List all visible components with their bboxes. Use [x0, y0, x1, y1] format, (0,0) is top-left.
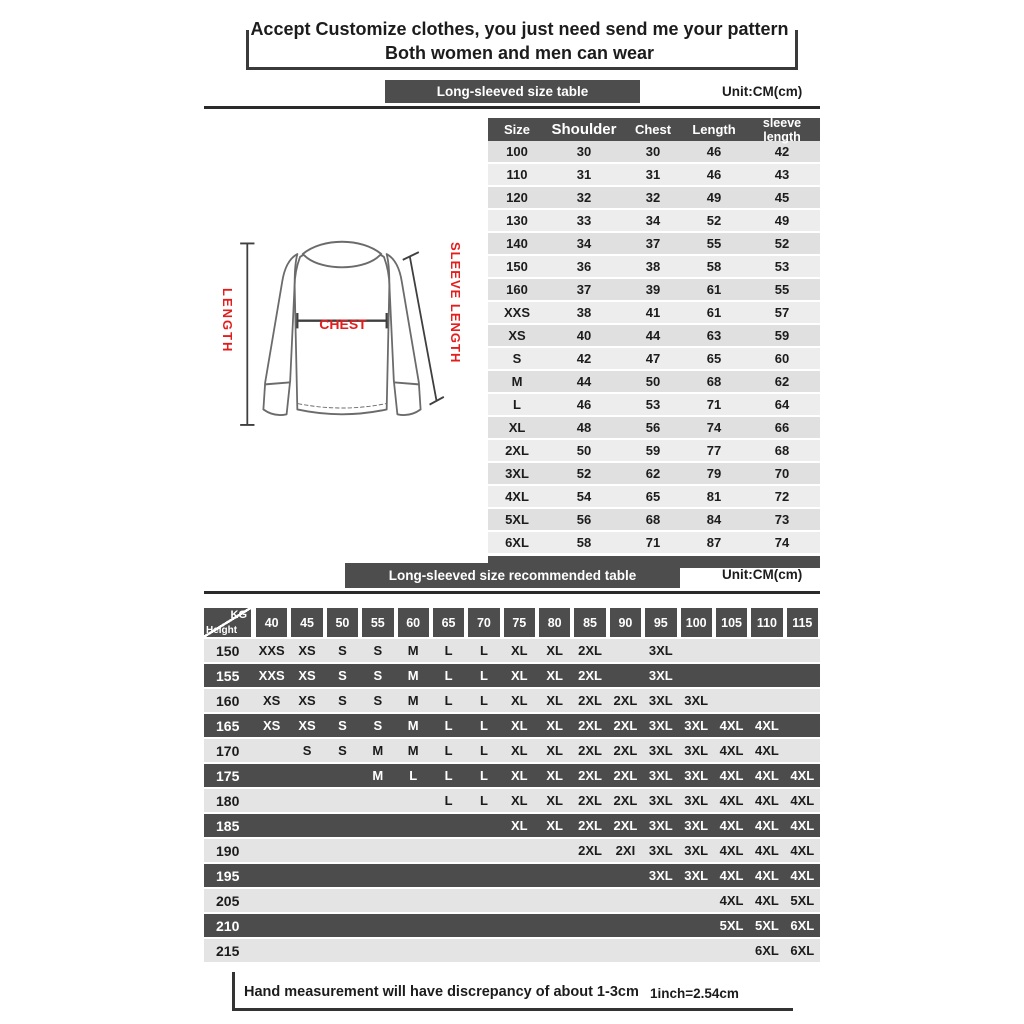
size-table-cell: 68: [645, 512, 661, 527]
size-table-cell: 44: [645, 328, 661, 343]
length-label: LENGTH: [220, 288, 235, 354]
matrix-kg-header: 85: [574, 608, 605, 637]
size-table-cell: 52: [706, 213, 722, 228]
size-table-cell: 50: [645, 374, 661, 389]
size-table-cell: 56: [576, 512, 592, 527]
matrix-size-cell: S: [338, 718, 347, 733]
size-table-cell: 58: [706, 259, 722, 274]
matrix-size-cell: L: [444, 768, 453, 783]
size-table-cell: 55: [706, 236, 722, 251]
size-table-row: [488, 394, 820, 417]
size-table-cell: 62: [774, 374, 790, 389]
size-table-cell: 38: [576, 305, 592, 320]
size-table-cell: 39: [645, 282, 661, 297]
matrix-size-cell: XS: [298, 718, 316, 733]
matrix-size-cell: S: [338, 643, 347, 658]
matrix-kg-header: 105: [716, 608, 747, 637]
matrix-size-cell: 3XL: [684, 818, 709, 833]
matrix-height-label: 190: [216, 842, 240, 859]
size-table-cell: 49: [706, 190, 722, 205]
matrix-row: [204, 639, 820, 662]
size-table-cell: 46: [706, 144, 722, 159]
size-table-cell: L: [513, 397, 521, 412]
matrix-size-cell: 3XL: [684, 743, 709, 758]
matrix-height-label: 215: [216, 942, 240, 959]
size-table-row: [488, 233, 820, 256]
size-table-col-sleeve-length: sleeve length: [762, 115, 802, 144]
matrix-kg-header: 65: [433, 608, 464, 637]
matrix-size-cell: S: [373, 718, 383, 733]
matrix-size-cell: XL: [511, 643, 528, 658]
matrix-size-cell: S: [373, 668, 383, 683]
size-table-cell: 33: [576, 213, 592, 228]
size-table-cell: 72: [774, 489, 790, 504]
matrix-height-label: 195: [216, 867, 240, 884]
matrix-row: [204, 764, 820, 787]
matrix-size-cell: S: [373, 693, 383, 708]
size-table-row: [488, 164, 820, 187]
size-table-cell: 34: [576, 236, 592, 251]
matrix-size-cell: 4XL: [790, 768, 815, 783]
size-table-cell: 42: [576, 351, 592, 366]
size-table-row: [488, 210, 820, 233]
matrix-size-cell: 2XL: [613, 693, 638, 708]
matrix-size-cell: 3XL: [648, 843, 673, 858]
matrix-size-cell: XL: [546, 718, 563, 733]
matrix-size-cell: 3XL: [648, 818, 673, 833]
size-table-cell: 56: [645, 420, 661, 435]
size-table-cell: 31: [645, 167, 661, 182]
matrix-kg-header: 95: [645, 608, 676, 637]
matrix-size-cell: 3XL: [684, 718, 709, 733]
size-table-row: [488, 187, 820, 210]
matrix-size-cell: 4XL: [755, 818, 779, 833]
footer-conversion: 1inch=2.54cm: [650, 986, 739, 1001]
matrix-header-row: [204, 608, 820, 637]
matrix-kg-header: 50: [327, 608, 358, 637]
matrix-size-cell: M: [407, 718, 419, 733]
size-table-row: [488, 302, 820, 325]
matrix-size-cell: S: [338, 743, 347, 758]
matrix-size-cell: XL: [546, 668, 563, 683]
matrix-size-cell: 3XL: [684, 693, 709, 708]
matrix-size-cell: XL: [511, 718, 528, 733]
corner-height-label: Height: [206, 625, 238, 636]
size-table-cell: 48: [576, 420, 592, 435]
matrix-size-cell: 3XL: [648, 643, 673, 658]
matrix-size-cell: 5XL: [790, 893, 815, 908]
divider-rule-top: [204, 106, 820, 109]
page-title-line1: Accept Customize clothes, you just need send me your pattern: [250, 19, 789, 39]
matrix-size-cell: 2XL: [578, 793, 602, 808]
shirt-outline-drawing: [208, 228, 476, 450]
matrix-size-cell: 3XL: [684, 793, 709, 808]
matrix-size-cell: 3XL: [648, 743, 673, 758]
matrix-size-cell: 2XL: [613, 718, 638, 733]
size-table-cell: 68: [774, 443, 790, 458]
matrix-size-cell: 4XL: [719, 818, 744, 833]
size-table-cell: XL: [508, 420, 526, 435]
matrix-size-cell: L: [479, 743, 488, 758]
matrix-row: [204, 939, 820, 962]
size-table-cell: 64: [774, 397, 790, 412]
matrix-size-cell: 2XL: [578, 668, 602, 683]
matrix-height-label: 185: [216, 817, 240, 834]
size-table-cell: 71: [706, 397, 722, 412]
matrix-row: [204, 864, 820, 887]
matrix-size-cell: XL: [546, 643, 563, 658]
matrix-size-cell: 6XL: [790, 918, 815, 933]
matrix-size-cell: XL: [511, 793, 528, 808]
matrix-row: [204, 789, 820, 812]
matrix-size-cell: 4XL: [755, 868, 779, 883]
matrix-size-cell: XL: [546, 743, 563, 758]
size-table-unit: Unit:CM(cm): [722, 84, 803, 99]
size-table-cell: 60: [774, 351, 790, 366]
size-table-banner: Long-sleeved size table: [385, 80, 640, 103]
size-table-row: [488, 532, 820, 555]
matrix-corner-cell: [204, 608, 251, 637]
matrix-size-cell: 3XL: [684, 768, 709, 783]
size-table-cell: 74: [706, 420, 722, 435]
matrix-size-cell: 4XL: [755, 893, 779, 908]
size-table-cell: 46: [576, 397, 592, 412]
size-table-row: [488, 348, 820, 371]
chest-label: CHEST: [319, 316, 367, 332]
matrix-size-cell: 2XL: [578, 768, 602, 783]
matrix-size-cell: 4XL: [719, 743, 744, 758]
size-table-cell: 30: [645, 144, 661, 159]
matrix-size-cell: 2XL: [578, 643, 602, 658]
size-table-cell: 42: [774, 144, 790, 159]
size-table-row: [488, 440, 820, 463]
matrix-size-cell: 6XL: [790, 943, 815, 958]
size-table-cell: 65: [645, 489, 661, 504]
matrix-kg-header: 60: [398, 608, 429, 637]
size-table-header-row: [488, 115, 820, 144]
size-table-cell: 52: [774, 236, 790, 251]
size-table-cell: 77: [706, 443, 722, 458]
size-table-cell: 68: [706, 374, 722, 389]
size-table-row: [488, 256, 820, 279]
matrix-size-cell: 3XL: [684, 843, 709, 858]
size-table-cell: S: [512, 351, 522, 366]
matrix-size-cell: XS: [263, 693, 281, 708]
matrix-kg-header: 45: [291, 608, 322, 637]
matrix-row: [204, 914, 820, 937]
size-table-cell: M: [511, 374, 523, 389]
matrix-size-cell: 2XL: [613, 768, 638, 783]
matrix-size-cell: 3XL: [648, 668, 673, 683]
matrix-size-cell: M: [407, 668, 419, 683]
matrix-size-cell: XL: [511, 693, 528, 708]
matrix-size-cell: L: [409, 768, 418, 783]
size-table-row: [488, 417, 820, 440]
matrix-size-cell: 4XL: [790, 793, 815, 808]
size-table-col-chest: Chest: [634, 122, 672, 137]
size-table-cell: 32: [576, 190, 592, 205]
matrix-size-cell: 2XL: [613, 793, 638, 808]
matrix-row: [204, 689, 820, 712]
size-table-cell: 32: [645, 190, 661, 205]
matrix-size-cell: XL: [511, 668, 528, 683]
size-table-cell: 120: [506, 190, 528, 205]
matrix-size-cell: L: [444, 693, 453, 708]
matrix-row: [204, 739, 820, 762]
matrix-size-cell: 4XL: [755, 743, 779, 758]
matrix-kg-header: 110: [751, 608, 782, 637]
size-table-cell: 49: [774, 213, 790, 228]
matrix-size-cell: 4XL: [755, 843, 779, 858]
matrix-size-cell: XL: [546, 793, 563, 808]
matrix-size-cell: M: [407, 643, 419, 658]
size-table-col-shoulder: Shoulder: [551, 121, 617, 138]
matrix-size-cell: 2XL: [578, 743, 602, 758]
matrix-size-cell: 3XL: [648, 793, 673, 808]
matrix-size-cell: S: [373, 643, 383, 658]
matrix-size-cell: L: [479, 718, 488, 733]
matrix-size-cell: 3XL: [648, 693, 673, 708]
size-table-cell: 34: [645, 213, 661, 228]
matrix-height-label: 170: [216, 742, 240, 759]
sleeve-length-label: SLEEVE LENGTH: [448, 242, 463, 364]
matrix-size-cell: XL: [511, 743, 528, 758]
matrix-size-cell: 5XL: [719, 918, 744, 933]
matrix-size-cell: L: [479, 668, 488, 683]
matrix-size-cell: XL: [511, 818, 528, 833]
matrix-size-cell: M: [407, 743, 419, 758]
matrix-size-cell: M: [407, 693, 419, 708]
size-table-cell: 40: [576, 328, 592, 343]
matrix-size-cell: L: [444, 793, 453, 808]
size-table-body: [488, 141, 820, 555]
matrix-size-cell: 2XI: [615, 843, 636, 858]
size-table-cell: 43: [774, 167, 790, 182]
corner-kg-label: KG: [230, 609, 247, 621]
matrix-size-cell: 2XL: [578, 843, 602, 858]
shirt-left-sleeve: [263, 254, 297, 415]
matrix-kg-header: 100: [681, 608, 712, 637]
size-table-cell: 3XL: [505, 466, 529, 481]
size-table-cell: 44: [576, 374, 592, 389]
length-measure-line: [240, 243, 254, 424]
matrix-size-cell: 4XL: [755, 718, 779, 733]
matrix-size-cell: 4XL: [790, 868, 815, 883]
size-table-cell: 37: [576, 282, 592, 297]
size-table-cell: 6XL: [505, 535, 529, 550]
size-table-cell: 160: [506, 282, 528, 297]
size-table-cell: 2XL: [505, 443, 529, 458]
size-table-cell: 59: [774, 328, 790, 343]
matrix-size-cell: 3XL: [648, 868, 673, 883]
size-table-cell: 37: [645, 236, 661, 251]
size-table-cell: 66: [774, 420, 790, 435]
size-table-cell: 53: [645, 397, 661, 412]
size-table-cell: 61: [706, 282, 722, 297]
matrix-size-cell: S: [338, 693, 347, 708]
matrix-size-cell: L: [444, 743, 453, 758]
matrix-kg-header: 115: [787, 608, 818, 637]
matrix-size-cell: L: [444, 718, 453, 733]
matrix-size-cell: 2XL: [613, 818, 638, 833]
size-table-cell: 50: [576, 443, 592, 458]
matrix-height-label: 205: [216, 892, 240, 909]
size-table-cell: 41: [645, 305, 661, 320]
matrix-size-cell: XS: [298, 643, 316, 658]
size-table-row: [488, 486, 820, 509]
size-table-cell: 45: [774, 190, 790, 205]
size-table-cell: 71: [645, 535, 661, 550]
size-table-cell: 5XL: [505, 512, 529, 527]
size-table-cell: 62: [645, 466, 661, 481]
matrix-size-cell: S: [302, 743, 312, 758]
matrix-row: [204, 839, 820, 862]
size-table-cell: 61: [706, 305, 722, 320]
recommended-table-unit: Unit:CM(cm): [722, 567, 803, 582]
size-table-cell: 30: [576, 144, 592, 159]
matrix-size-cell: 4XL: [719, 893, 744, 908]
matrix-size-cell: 4XL: [790, 843, 815, 858]
divider-rule-middle: [204, 591, 820, 594]
matrix-row: [204, 814, 820, 837]
size-table-cell: 54: [576, 489, 592, 504]
matrix-size-cell: 2XL: [578, 718, 602, 733]
matrix-size-cell: L: [479, 643, 488, 658]
size-table-cell: 65: [706, 351, 722, 366]
matrix-size-cell: 3XL: [648, 768, 673, 783]
matrix-size-cell: L: [444, 668, 453, 683]
matrix-height-label: 150: [216, 642, 240, 659]
size-table-cell: 36: [576, 259, 592, 274]
size-table-cell: 31: [576, 167, 592, 182]
matrix-size-cell: 2XL: [578, 693, 602, 708]
matrix-kg-header: 70: [468, 608, 499, 637]
matrix-size-cell: L: [479, 768, 488, 783]
size-table-cell: 63: [706, 328, 722, 343]
size-table-cell: 46: [706, 167, 722, 182]
size-table-cell: 110: [506, 167, 528, 182]
matrix-kg-header: 80: [539, 608, 570, 637]
recommended-table-banner: Long-sleeved size recommended table: [345, 563, 680, 588]
matrix-kg-header: 40: [256, 608, 287, 637]
size-table-cell: 70: [774, 466, 790, 481]
matrix-height-label: 160: [216, 692, 240, 709]
size-table-cell: XXS: [503, 305, 530, 320]
matrix-height-label: 165: [216, 717, 240, 734]
matrix-size-cell: XL: [546, 818, 563, 833]
size-table-cell: 55: [774, 282, 790, 297]
size-table-cell: 57: [774, 305, 790, 320]
recommended-size-matrix: [204, 608, 820, 962]
size-table-cell: 87: [706, 535, 722, 550]
size-table: [488, 115, 820, 568]
size-table-cell: 53: [774, 259, 790, 274]
matrix-size-cell: 4XL: [755, 793, 779, 808]
size-table-col-size: Size: [503, 122, 530, 137]
matrix-size-cell: 4XL: [790, 818, 815, 833]
size-table-row: [488, 141, 820, 164]
matrix-size-cell: L: [479, 693, 488, 708]
matrix-row: [204, 889, 820, 912]
matrix-size-cell: 3XL: [684, 868, 709, 883]
matrix-row: [204, 714, 820, 737]
size-table-cell: 52: [576, 466, 592, 481]
matrix-size-cell: L: [444, 643, 453, 658]
matrix-size-cell: XS: [298, 668, 316, 683]
matrix-size-cell: 5XL: [755, 918, 779, 933]
size-table-cell: 58: [576, 535, 592, 550]
size-table-cell: 74: [774, 535, 790, 550]
shirt-right-sleeve: [387, 254, 421, 415]
shirt-measurement-diagram: [208, 228, 476, 450]
matrix-size-cell: XXS: [258, 643, 285, 658]
size-table-cell: 140: [506, 236, 528, 251]
size-table-cell: 59: [645, 443, 661, 458]
size-table-cell: 73: [774, 512, 790, 527]
matrix-size-cell: M: [372, 768, 384, 783]
matrix-size-cell: XS: [298, 693, 316, 708]
size-table-row: [488, 371, 820, 394]
matrix-size-cell: XL: [546, 768, 563, 783]
size-table-row: [488, 509, 820, 532]
matrix-body: [204, 639, 820, 962]
matrix-size-cell: XS: [263, 718, 281, 733]
matrix-height-label: 155: [216, 667, 240, 684]
matrix-size-cell: 4XL: [719, 868, 744, 883]
matrix-size-cell: 2XL: [578, 818, 602, 833]
size-table-cell: 81: [706, 489, 722, 504]
matrix-size-cell: XL: [511, 768, 528, 783]
matrix-kg-header: 90: [610, 608, 641, 637]
matrix-size-cell: 6XL: [755, 943, 779, 958]
matrix-height-label: 180: [216, 792, 240, 809]
size-table-col-length: Length: [692, 122, 736, 137]
matrix-size-cell: S: [338, 668, 347, 683]
matrix-size-cell: 4XL: [719, 793, 744, 808]
size-table-cell: 84: [706, 512, 722, 527]
matrix-size-cell: XXS: [258, 668, 285, 683]
matrix-size-cell: 3XL: [648, 718, 673, 733]
matrix-size-cell: 4XL: [755, 768, 779, 783]
matrix-height-label: 210: [216, 917, 240, 934]
size-table-cell: 4XL: [505, 489, 529, 504]
matrix-size-cell: 4XL: [719, 843, 744, 858]
matrix-size-cell: 4XL: [719, 768, 744, 783]
matrix-size-cell: M: [372, 743, 384, 758]
matrix-row: [204, 664, 820, 687]
page-title-line2: Both women and men can wear: [384, 43, 655, 63]
footer-note: Hand measurement will have discrepancy of about 1-3cm: [244, 984, 639, 1000]
size-table-cell: 79: [706, 466, 722, 481]
size-table-cell: 38: [645, 259, 661, 274]
matrix-size-cell: L: [479, 793, 488, 808]
size-table-row: [488, 279, 820, 302]
size-table-row: [488, 325, 820, 348]
size-table-cell: 47: [645, 351, 661, 366]
matrix-size-cell: 2XL: [613, 743, 638, 758]
matrix-height-label: 175: [216, 767, 240, 784]
size-table-cell: 100: [506, 144, 528, 159]
size-table-row: [488, 463, 820, 486]
size-table-cell: 130: [506, 213, 528, 228]
matrix-kg-header: 75: [504, 608, 535, 637]
size-table-cell: XS: [508, 328, 526, 343]
matrix-size-cell: 4XL: [719, 718, 744, 733]
size-table-cell: 150: [506, 259, 528, 274]
matrix-kg-header: 55: [362, 608, 393, 637]
matrix-size-cell: XL: [546, 693, 563, 708]
